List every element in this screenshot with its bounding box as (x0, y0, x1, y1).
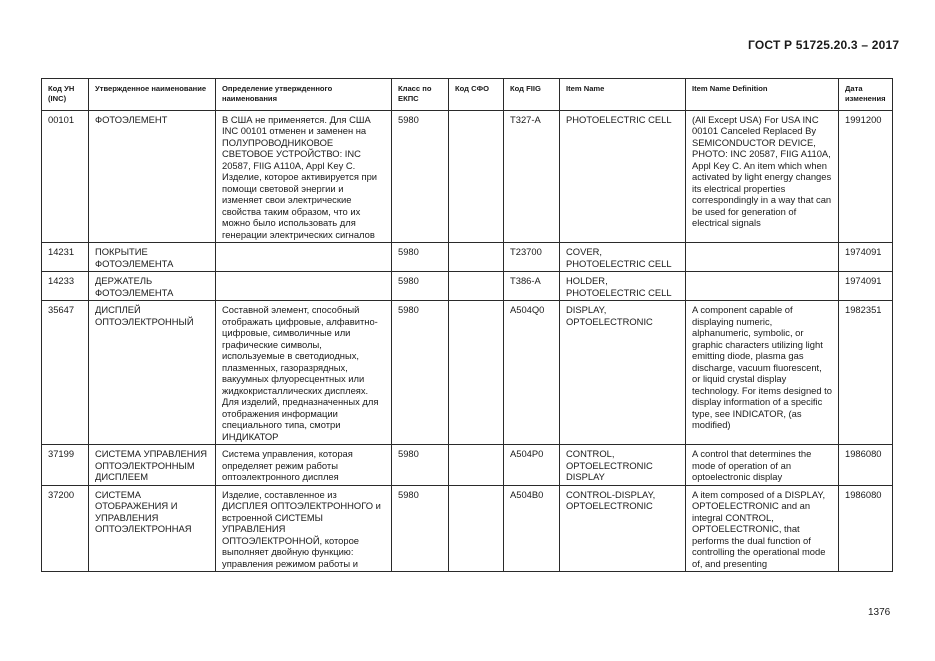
cell-item-name: PHOTOELECTRIC CELL (560, 110, 686, 243)
cell-definition: Система управления, которая определяет режим работы оптоэлектронного дисплея (216, 445, 392, 486)
header-change-date: Дата изменения (839, 79, 893, 111)
cell-ekps-class: 5980 (392, 301, 449, 445)
cell-sfo-code (449, 110, 504, 243)
cell-approved-name: ПОКРЫТИЕ ФОТОЭЛЕМЕНТА (89, 243, 216, 272)
cell-inc: 00101 (42, 110, 89, 243)
header-item-name: Item Name (560, 79, 686, 111)
cell-change-date: 1974091 (839, 272, 893, 301)
table-row (42, 445, 893, 486)
cell-item-name-definition: A item composed of a DISPLAY, OPTOELECTRONIC and an integral CONTROL, OPTOELECTRONIC, that performs the dual function of controlling the operational mode of, and presenting (686, 485, 839, 572)
cell-inc: 14233 (42, 272, 89, 301)
cell-approved-name: СИСТЕМА ОТОБРАЖЕНИЯ И УПРАВЛЕНИЯ ОПТОЭЛЕКТРОННАЯ (89, 485, 216, 572)
cell-fiig-code: A504Q0 (504, 301, 560, 445)
header-approved-name: Утвержденное наименование (89, 79, 216, 111)
cell-definition (216, 243, 392, 272)
cell-definition: Изделие, составленное из ДИСПЛЕЯ ОПТОЭЛЕКТРОННОГО и встроенной СИСТЕМЫ УПРАВЛЕНИЯ ОПТОЭЛЕКТРОННОЙ, которое выполняет двойную функцию: управления режимом работы и (216, 485, 392, 572)
cell-fiig-code: T386-A (504, 272, 560, 301)
cell-approved-name: ФОТОЭЛЕМЕНТ (89, 110, 216, 243)
cell-sfo-code (449, 445, 504, 486)
cell-change-date: 1974091 (839, 243, 893, 272)
cell-fiig-code: A504B0 (504, 485, 560, 572)
header-fiig-code: Код FIIG (504, 79, 560, 111)
cell-item-name-definition: A component capable of displaying numeric, alphanumeric, symbolic, or graphic characters utilizing light emitting diode, plasma gas discharge, vacuum fluorescent, or liquid crystal display technology. For items designed to display information of a specific type, see INDICATOR, (as modified) (686, 301, 839, 445)
cell-change-date: 1982351 (839, 301, 893, 445)
header-item-name-definition: Item Name Definition (686, 79, 839, 111)
cell-sfo-code (449, 485, 504, 572)
cell-sfo-code (449, 243, 504, 272)
cell-ekps-class: 5980 (392, 485, 449, 572)
header-ekps-class: Класс по ЕКПС (392, 79, 449, 111)
cell-ekps-class: 5980 (392, 110, 449, 243)
cell-definition: Составной элемент, способный отображать цифровые, алфавитно-цифровые, символичные или графические символы, используемые в светодиодных, плазменных, газоразрядных, вакуумных флуоресцентных или жидкокристаллических дисплеях. Для изделий, предназначенных для отображения информации специального типа, смотри ИНДИКАТОР (216, 301, 392, 445)
nomenclature-table (41, 78, 893, 572)
cell-fiig-code: A504P0 (504, 445, 560, 486)
cell-change-date: 1991200 (839, 110, 893, 243)
cell-item-name-definition (686, 272, 839, 301)
cell-item-name: COVER, PHOTOELECTRIC CELL (560, 243, 686, 272)
cell-approved-name: СИСТЕМА УПРАВЛЕНИЯ ОПТОЭЛЕКТРОННЫМ ДИСПЛЕЕМ (89, 445, 216, 486)
page-number: 1376 (868, 607, 891, 618)
cell-ekps-class: 5980 (392, 445, 449, 486)
cell-fiig-code: T23700 (504, 243, 560, 272)
table-row (42, 272, 893, 301)
cell-change-date: 1986080 (839, 485, 893, 572)
cell-ekps-class: 5980 (392, 272, 449, 301)
cell-item-name: DISPLAY, OPTOELECTRONIC (560, 301, 686, 445)
document-title: ГОСТ Р 51725.20.3 – 2017 (748, 38, 900, 52)
table-row (42, 301, 893, 445)
cell-inc: 14231 (42, 243, 89, 272)
cell-approved-name: ДЕРЖАТЕЛЬ ФОТОЭЛЕМЕНТА (89, 272, 216, 301)
cell-item-name-definition: (All Except USA) For USA INC 00101 Canceled Replaced By SEMICONDUCTOR DEVICE, PHOTO: INC 20587, FIIG A110A, Appl Key C. An item which when activated by light energy changes its electrical properties correspondingly in a way that can be used for generation of electrical signals (686, 110, 839, 243)
cell-item-name-definition: A control that determines the mode of operation of an optoelectronic display (686, 445, 839, 486)
table-row (42, 485, 893, 572)
cell-fiig-code: T327-A (504, 110, 560, 243)
header-definition: Определение утвержденного наименования (216, 79, 392, 111)
header-sfo-code: Код СФО (449, 79, 504, 111)
header-inc: Код УН (INC) (42, 79, 89, 111)
cell-change-date: 1986080 (839, 445, 893, 486)
table-row (42, 110, 893, 243)
cell-item-name: HOLDER, PHOTOELECTRIC CELL (560, 272, 686, 301)
cell-item-name: CONTROL, OPTOELECTRONIC DISPLAY (560, 445, 686, 486)
cell-approved-name: ДИСПЛЕЙ ОПТОЭЛЕКТРОННЫЙ (89, 301, 216, 445)
cell-sfo-code (449, 301, 504, 445)
cell-item-name: CONTROL-DISPLAY, OPTOELECTRONIC (560, 485, 686, 572)
cell-definition: В США не применяется. Для США INC 00101 отменен и заменен на ПОЛУПРОВОДНИКОВОЕ СВЕТОВОЕ УСТРОЙСТВО: INC 20587, FIIG A110A, Appl Key C. Изделие, которое активируется при помощи световой энергии и изменяет свои электрические свойства таким образом, что их можно было использовать для генерации электрических сигналов (216, 110, 392, 243)
cell-inc: 37199 (42, 445, 89, 486)
cell-inc: 35647 (42, 301, 89, 445)
cell-definition (216, 272, 392, 301)
table-header-row (42, 79, 893, 111)
table-row (42, 243, 893, 272)
cell-ekps-class: 5980 (392, 243, 449, 272)
cell-inc: 37200 (42, 485, 89, 572)
cell-item-name-definition (686, 243, 839, 272)
cell-sfo-code (449, 272, 504, 301)
